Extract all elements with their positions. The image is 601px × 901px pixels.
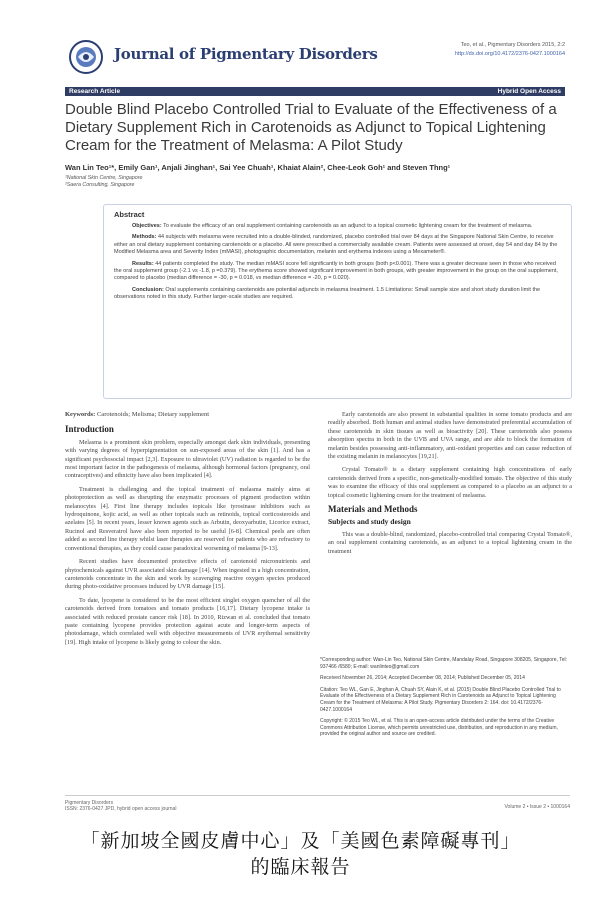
paragraph: Crystal Tomato® is a dietary supplement containing high concentrations of early carotenoids derived from a specific, non-genetically-modified tomato. The objective of this study was to examine the efficacy of this oral supplement as compared to a placebo as an adjunct to a topical cosmetic lightening cream for the treatment of melasma. bbox=[328, 466, 572, 499]
article-type-label: Research Article bbox=[69, 88, 121, 95]
article-title: Double Blind Placebo Controlled Trial to Evaluate of the Effectiveness of a Dietary Supplement Rich in Carotenoids as Adjunct to Topical Lightening Cream for the Treatment of Melasma: A Pilot Study bbox=[65, 101, 557, 154]
abstract-methods bbox=[114, 234, 561, 256]
paragraph: Melasma is a prominent skin problem, especially amongst dark skin individuals, presenting with varying degrees of hyperpigmentation on sun-exposed areas of the skin [1]. And has a significant psychosocial impact [2,3]. Exposure to ultraviolet (UV) radiation is regarded to be the most important factor in the pathogenesis of melasma, although hormonal factors (pregnancy, oral contraceptives) and ethnicity have also been implicated [4]. bbox=[65, 438, 310, 480]
citation-line: Teo, et al., Pigmentary Disorders 2015, 2:2 bbox=[460, 42, 565, 48]
journal-title: Journal of Pigmentary Disorders bbox=[114, 45, 378, 63]
paragraph: Treatment is challenging and the topical treatment of melasma mainly aims at photoprotection as well as disrupting the enzymatic processes of pigment production within melanocytes [4]. First line therapy includes topicals like tyrosinase inhibitors such as hydroquinone, kojic acid, as well as other topicals such as retinoids, topical corticosteroids and azelates [5]. In recent years, lesser known agents such as Arbutin, deoxyarbutin, Licorice extract, Rucinol and Resveratrol have also been reported to be useful [6-8]. Chemical peels are often added as second line therapy whilst laser therapies are reserved for patients who are refractory to conventional therapies, as they could cause paradoxical worsening of melasma [9-13]. bbox=[65, 485, 310, 552]
abstract-objectives bbox=[114, 223, 561, 230]
results-label: Results: bbox=[132, 260, 154, 267]
left-column bbox=[65, 411, 310, 652]
objectives-label: Objectives: bbox=[132, 223, 162, 229]
journal-logo-icon bbox=[68, 39, 104, 75]
received-dates: Received November 26, 2014; Accepted December 08, 2014; Published December 05, 2014 bbox=[320, 675, 525, 682]
study-design-heading: Subjects and study design bbox=[328, 517, 411, 527]
paragraph: Early carotenoids are also present in substantial qualities in some tomato products and are readily absorbed. Both human and animal studies have demonstrated preferential accumulation of these carotenoids in skin tissues as well as bioactivity [20]. These carotenoids also possess absorption spectra in both in the UVB and UVA range, and are able to block the formation of melanin besides possessing anti-inflammatory, anti-oxidant properties and can cause reduction of the existing melanin in melanocytes [19,21]. bbox=[328, 411, 572, 461]
caption-line-2: 的臨床報告 bbox=[250, 856, 351, 878]
corresponding-author: *Corresponding author: Wan-Lin Teo, National Skin Centre, Mandalay Road, Singapore 308205, Singapore, Tel: 937466 /6580; E-mail: wanlinteo@gmail.com bbox=[320, 657, 568, 670]
conclusion-label: Conclusion: bbox=[132, 286, 164, 293]
doi-link[interactable]: http://dx.doi.org/10.4172/2376-0427.1000164 bbox=[454, 51, 565, 57]
copyright-note: Copyright: © 2015 Teo WL, et al. This is an open-access article distributed under the terms of the Creative Commons Attribution License, which permits unrestricted use, distribution, and reproduction in any medium, provided the original author and source are credited. bbox=[320, 718, 558, 738]
article-notes bbox=[320, 657, 572, 743]
right-column bbox=[328, 411, 572, 561]
footer-volume: Volume 2 • Issue 2 • 1000164 bbox=[504, 804, 570, 810]
citation-note: Citation: Teo WL, Gan E, Jinghan A, Chuah SY, Alain K, et al. (2015) Double Blind Placebo Controlled Trial to Evaluate of the Effectiveness of a Dietary Supplement Rich in Carotenoids as Adjunct to Topical Lightening Cream for the Treatment of Melasma: A Pilot Study. Pigmentary Disorders 2: 164. doi: 10.4172/2376-0427.1000164 bbox=[320, 686, 561, 713]
journal-page bbox=[50, 33, 577, 810]
keywords-text: Carotenoids; Melisma; Dietary supplement bbox=[96, 411, 210, 418]
keywords bbox=[65, 411, 310, 419]
abstract-box bbox=[103, 204, 572, 399]
article-type-band bbox=[65, 87, 565, 96]
methods-text: 44 subjects with melasma were recruited into a double-blinded, randomized, placebo controlled trial over 84 days at the Singapore National Skin Centre, to receive either an oral dietary supplement containing carotenoids or a placebo. All were prescribed a commercially available cream. Patients were assessed at onset, day 54 and day 84 by the Modified Melasma area and Severity Index (mMASI), photographic documentation, melanin and erythema indexes using a Mexameter®. bbox=[114, 234, 558, 256]
access-type-label: Hybrid Open Access bbox=[497, 88, 561, 95]
introduction-heading: Introduction bbox=[65, 424, 114, 435]
footer-issn: ISSN: 2376-0427 JPD, hybrid open access journal bbox=[65, 806, 177, 812]
methods-label: Methods: bbox=[132, 234, 157, 241]
abstract-conclusion bbox=[114, 287, 561, 302]
citation-header bbox=[455, 41, 565, 59]
affiliation-2: ²Saera Consulting, Singapore bbox=[65, 182, 135, 188]
caption-line-1: 「新加坡全國皮膚中心」及「美國色素障礙專刊」 bbox=[80, 830, 521, 852]
conclusion-text: Oral supplements containing carotenoids are potential adjuncts in melasma treatment. 1.5 Limitations: Small sample size and short study duration limit the observations noted in this study. Further larger-scale studies are required. bbox=[114, 286, 541, 301]
objectives-text: To evaluate the efficacy of an oral supplement containing carotenoids as an adjunct to a topical cosmetic lightening cream for the treatment of melasma. bbox=[163, 223, 533, 229]
page-footer bbox=[65, 795, 570, 812]
keywords-label: Keywords: bbox=[65, 411, 96, 418]
paragraph: This was a double-blind, randomized, placebo-controlled trial comparing Crystal Tomato®, an oral supplement containing carotenoids, as an adjunct to a topical lightening cream in the treatment bbox=[328, 530, 572, 555]
materials-methods-heading: Materials and Methods bbox=[328, 504, 418, 515]
footer-journal: Pigmentary Disorders bbox=[65, 800, 114, 806]
results-text: 44 patients completed the study. The median mMASI score fell significantly in both groups (both p<0.001). There was a greater decrease seen in those who received the oral supplement group (-2.1 vs -1.8, p =0.379). The erythema score showed significant improvement in both groups, with greater improvement in the group on the oral supplement, compared to placebo (median difference = -30, p = 0.018, vs median difference = -20, p = 0.020). bbox=[114, 260, 558, 282]
abstract-results bbox=[114, 261, 561, 283]
abstract-heading: Abstract bbox=[114, 210, 145, 219]
paragraph: To date, lycopene is considered to be the most efficient singlet oxygen quencher of all the carotenoids derived from tomatoes and tomato products [16,17]. Dietary lycopene intake is associated with reduced prostate cancer risk [18]. In 2010, Rizwan et al. concluded that tomato paste containing lycopene provides protection against acute and longer-term aspects of photodamage, which correlated well with objective measurements of UVR erythemal sensitivity [19]. High intake of lycopene is likely going to colour the skin. bbox=[65, 596, 310, 646]
affiliation-1: ¹National Skin Centre, Singapore bbox=[65, 175, 143, 181]
author-list: Wan Lin Teo¹*, Emily Gan¹, Anjali Jinghan¹, Sai Yee Chuah¹, Khaiat Alain², Chee-Leok Goh¹ and Steven Thng¹ bbox=[65, 163, 451, 172]
paragraph: Recent studies have documented protective effects of carotenoid micronutrients and phytochemicals against UVR associated skin damage [14]. When ingested in a high concentration, carotenoids concentrate in the skin and work by scavenging reactive oxygen species produced during photo-oxidative processes induced by UVR damage [15]. bbox=[65, 558, 310, 591]
